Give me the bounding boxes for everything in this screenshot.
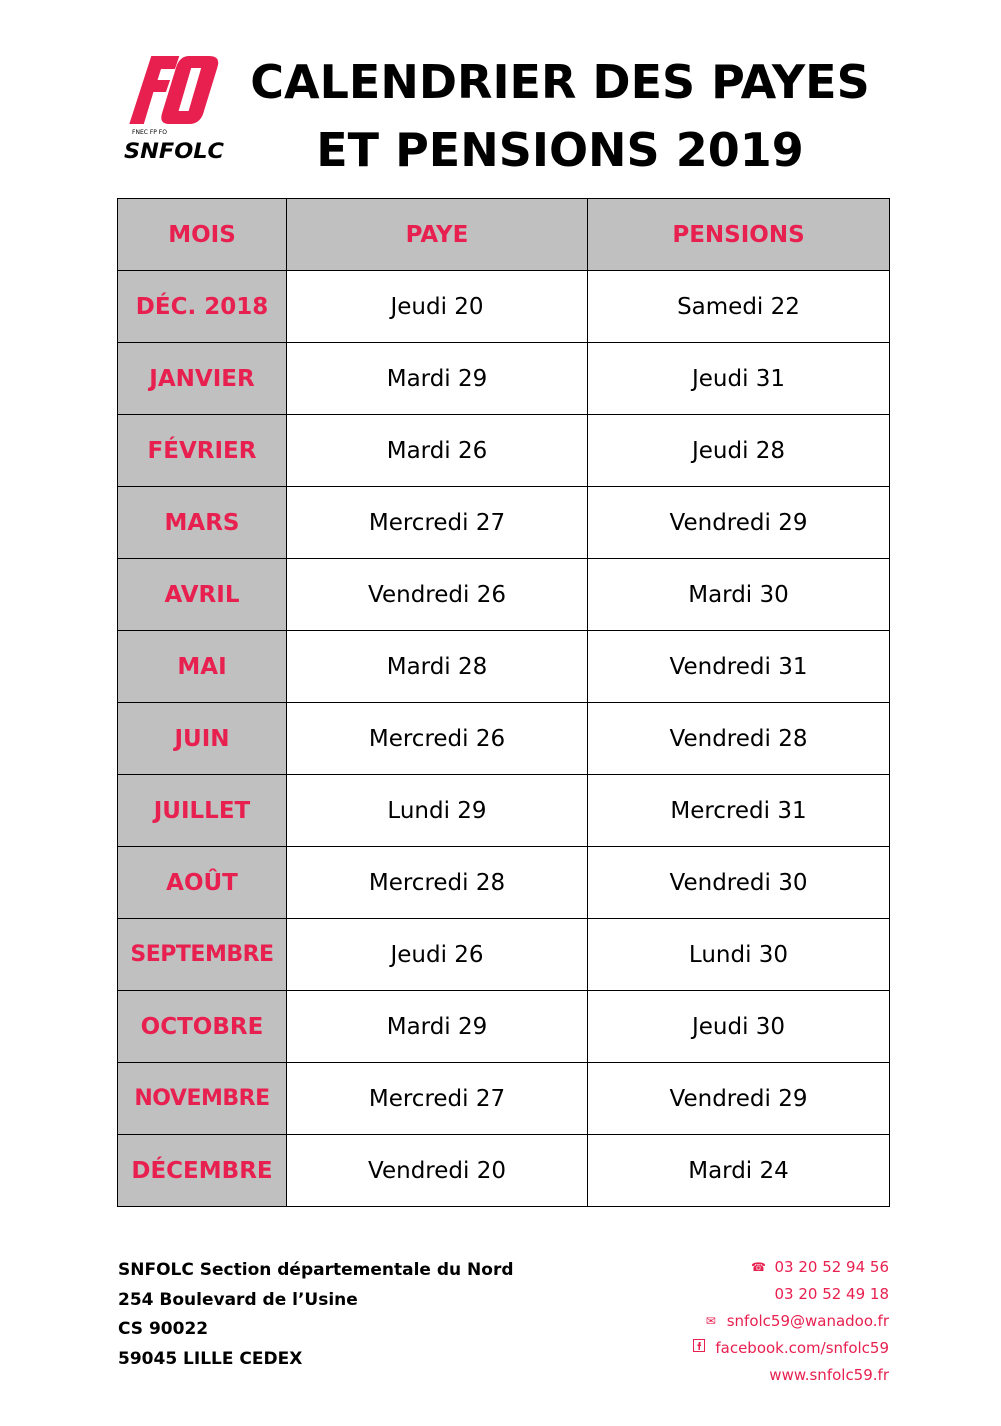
month-cell: MARS (118, 487, 287, 559)
month-cell: DÉCEMBRE (118, 1135, 287, 1207)
phone-number-1: 03 20 52 94 56 (774, 1258, 889, 1276)
address-line-1: SNFOLC Section départementale du Nord (118, 1260, 514, 1280)
month-cell: AVRIL (118, 559, 287, 631)
pensions-cell: Vendredi 29 (588, 487, 890, 559)
pensions-cell: Jeudi 28 (588, 415, 890, 487)
header-pensions: PENSIONS (588, 199, 890, 271)
phone-icon: ☎ (751, 1260, 766, 1274)
title-line-1: CALENDRIER DES PAYES (250, 55, 870, 109)
snfolc-logo (118, 52, 228, 164)
pensions-cell: Lundi 30 (588, 919, 890, 991)
website-link[interactable]: www.snfolc59.fr (769, 1366, 889, 1384)
pensions-cell: Mardi 30 (588, 559, 890, 631)
paye-cell: Mardi 28 (287, 631, 588, 703)
pensions-cell: Vendredi 31 (588, 631, 890, 703)
table-row (118, 1063, 890, 1135)
pensions-cell: Jeudi 30 (588, 991, 890, 1063)
table-row (118, 991, 890, 1063)
facebook-line (691, 1335, 889, 1362)
month-cell: JANVIER (118, 343, 287, 415)
table-row (118, 343, 890, 415)
paye-cell: Jeudi 26 (287, 919, 588, 991)
logo-org-text: SNFOLC (124, 139, 225, 163)
month-cell: JUILLET (118, 775, 287, 847)
table-row (118, 1135, 890, 1207)
paye-cell: Mercredi 26 (287, 703, 588, 775)
address-line-3: CS 90022 (118, 1319, 209, 1339)
table-row (118, 487, 890, 559)
table-header-row (118, 199, 890, 271)
table-row (118, 415, 890, 487)
fo-logo-graphic (118, 52, 228, 164)
month-cell: AOÛT (118, 847, 287, 919)
paye-cell: Mardi 29 (287, 343, 588, 415)
page-title (240, 48, 880, 184)
paye-cell: Lundi 29 (287, 775, 588, 847)
facebook-icon-graphic (693, 1339, 705, 1352)
pensions-cell: Samedi 22 (588, 271, 890, 343)
phone-number-2: 03 20 52 49 18 (774, 1285, 889, 1303)
table-row (118, 631, 890, 703)
table-row (118, 847, 890, 919)
title-line-2: ET PENSIONS 2019 (316, 123, 804, 177)
table-row (118, 919, 890, 991)
postal-address (118, 1256, 514, 1374)
table-row (118, 703, 890, 775)
paye-cell: Mardi 29 (287, 991, 588, 1063)
facebook-icon (691, 1335, 707, 1362)
paye-cell: Mercredi 27 (287, 487, 588, 559)
paye-cell: Vendredi 20 (287, 1135, 588, 1207)
phone-line-1 (691, 1254, 889, 1281)
envelope-icon: ✉ (705, 1314, 716, 1328)
month-cell: JUIN (118, 703, 287, 775)
website-line (691, 1362, 889, 1389)
month-cell: OCTOBRE (118, 991, 287, 1063)
month-cell: FÉVRIER (118, 415, 287, 487)
paye-cell: Vendredi 26 (287, 559, 588, 631)
pensions-cell: Vendredi 30 (588, 847, 890, 919)
contact-info (691, 1254, 889, 1389)
header-paye: PAYE (287, 199, 588, 271)
paye-cell: Mercredi 27 (287, 1063, 588, 1135)
pensions-cell: Vendredi 28 (588, 703, 890, 775)
header-mois: MOIS (118, 199, 287, 271)
paye-cell: Mercredi 28 (287, 847, 588, 919)
pay-calendar-table-wrapper (117, 198, 889, 1207)
month-cell: MAI (118, 631, 287, 703)
month-cell: NOVEMBRE (118, 1063, 287, 1135)
logo-small-text: FNEC FP FO (132, 129, 167, 136)
pensions-cell: Mardi 24 (588, 1135, 890, 1207)
table-row (118, 775, 890, 847)
email-link[interactable]: snfolc59@wanadoo.fr (726, 1312, 889, 1330)
month-cell: DÉC. 2018 (118, 271, 287, 343)
table-row (118, 559, 890, 631)
pensions-cell: Mercredi 31 (588, 775, 890, 847)
table-row (118, 271, 890, 343)
email-line (691, 1308, 889, 1335)
address-line-2: 254 Boulevard de l’Usine (118, 1289, 358, 1310)
pensions-cell: Vendredi 29 (588, 1063, 890, 1135)
paye-cell: Jeudi 20 (287, 271, 588, 343)
pay-calendar-table (117, 198, 890, 1207)
address-line-4: 59045 LILLE CEDEX (118, 1348, 303, 1369)
paye-cell: Mardi 26 (287, 415, 588, 487)
facebook-link[interactable]: facebook.com/snfolc59 (715, 1339, 889, 1357)
pensions-cell: Jeudi 31 (588, 343, 890, 415)
month-cell: SEPTEMBRE (118, 919, 287, 991)
phone-line-2 (691, 1281, 889, 1308)
